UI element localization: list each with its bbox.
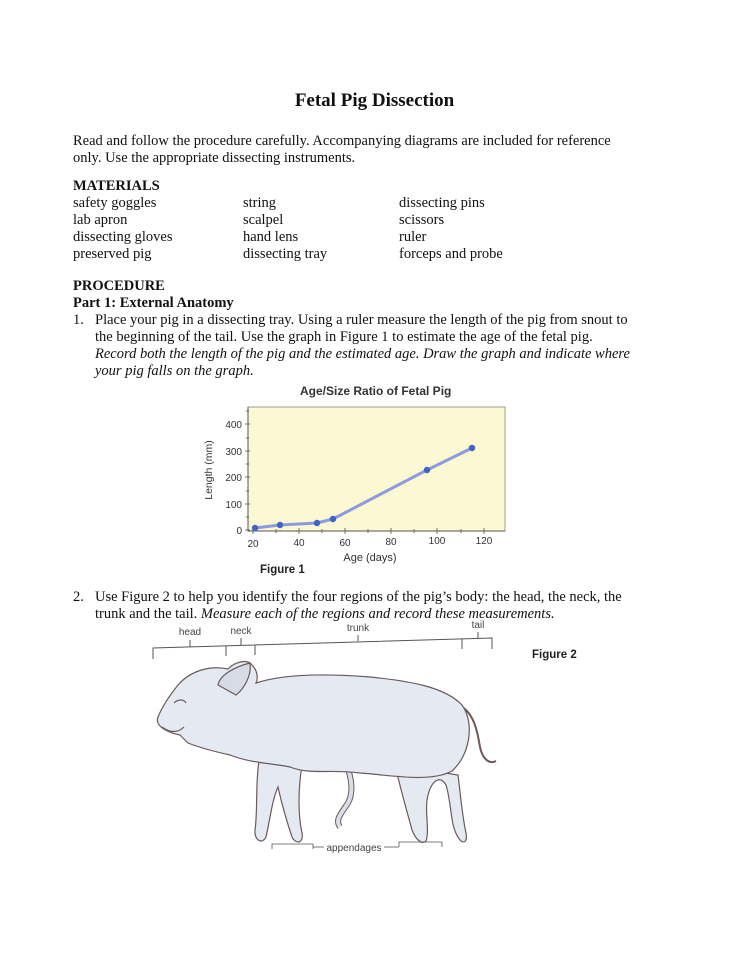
material-item: dissecting gloves bbox=[73, 229, 173, 245]
region-label-neck: neck bbox=[230, 626, 252, 637]
y-tick-label: 100 bbox=[225, 500, 242, 511]
step-body bbox=[95, 312, 680, 380]
x-tick-label: 40 bbox=[293, 538, 305, 549]
material-item: dissecting tray bbox=[243, 246, 328, 262]
step-number: 2. bbox=[73, 589, 84, 605]
region-label-tail: tail bbox=[471, 620, 485, 631]
x-tick-label: 100 bbox=[428, 536, 446, 547]
material-item: lab apron bbox=[73, 212, 128, 228]
part-heading: Part 1: External Anatomy bbox=[73, 295, 234, 311]
x-axis-label: Age (days) bbox=[343, 552, 397, 564]
figure-2-caption: Figure 2 bbox=[532, 649, 577, 661]
material-item: forceps and probe bbox=[399, 246, 503, 262]
figure-1-caption: Figure 1 bbox=[260, 564, 305, 576]
material-item: safety goggles bbox=[73, 195, 157, 211]
materials-column-1 bbox=[73, 195, 172, 263]
step-instruction: Measure each of the regions and record these measurements. bbox=[200, 606, 555, 622]
material-item: scalpel bbox=[243, 212, 284, 228]
region-label-head: head bbox=[178, 627, 202, 638]
appendages-label: appendages bbox=[326, 843, 382, 854]
procedure-step-1 bbox=[73, 312, 673, 382]
pig-illustration bbox=[157, 662, 496, 843]
material-item: scissors bbox=[399, 212, 445, 228]
material-item: hand lens bbox=[243, 229, 299, 245]
x-tick-label: 120 bbox=[475, 536, 493, 547]
figure-2-pig-diagram bbox=[140, 615, 520, 875]
material-item: dissecting pins bbox=[399, 195, 485, 211]
materials-heading: MATERIALS bbox=[73, 178, 160, 194]
material-item: string bbox=[243, 195, 277, 211]
materials-column-3 bbox=[399, 195, 503, 263]
y-axis-label: Length (mm) bbox=[203, 440, 215, 500]
y-tick-label: 0 bbox=[236, 526, 242, 537]
chart-title: Age/Size Ratio of Fetal Pig bbox=[300, 384, 452, 398]
materials-column-2 bbox=[243, 195, 327, 263]
region-ruler bbox=[153, 632, 492, 659]
procedure-heading: PROCEDURE bbox=[73, 278, 165, 294]
y-tick-label: 200 bbox=[225, 473, 242, 484]
step-text: Place your pig in a dissecting tray. Using a ruler measure the length of the pig from snout to bbox=[95, 312, 628, 328]
step-text: Use Figure 2 to help you identify the four regions of the pig’s body: the head, the neck, the bbox=[95, 589, 622, 605]
step-instruction: Record both the length of the pig and the estimated age. Draw the graph and indicate where bbox=[95, 346, 630, 362]
material-item: ruler bbox=[399, 229, 427, 245]
intro-line: only. Use the appropriate dissecting instruments. bbox=[73, 150, 356, 166]
x-tick-label: 60 bbox=[339, 538, 351, 549]
region-label-trunk: trunk bbox=[346, 623, 370, 634]
plot-area bbox=[248, 407, 505, 531]
figure-1-chart bbox=[195, 398, 515, 578]
y-tick-label: 400 bbox=[225, 420, 242, 431]
intro-paragraph bbox=[73, 133, 673, 167]
x-tick-label: 80 bbox=[385, 537, 397, 548]
material-item: preserved pig bbox=[73, 246, 152, 262]
y-tick-label: 300 bbox=[225, 447, 242, 458]
x-tick-label: 20 bbox=[247, 539, 259, 550]
step-text: trunk and the tail. Measure each of the regions and record these measurements. bbox=[95, 606, 555, 622]
step-number: 1. bbox=[73, 312, 84, 328]
page-title: Fetal Pig Dissection bbox=[294, 90, 455, 111]
step-instruction: your pig falls on the graph. bbox=[95, 363, 254, 379]
step-text: the beginning of the tail. Use the graph in Figure 1 to estimate the age of the fetal pig. bbox=[95, 329, 593, 345]
intro-line: Read and follow the procedure carefully. Accompanying diagrams are included for reference bbox=[73, 133, 611, 149]
